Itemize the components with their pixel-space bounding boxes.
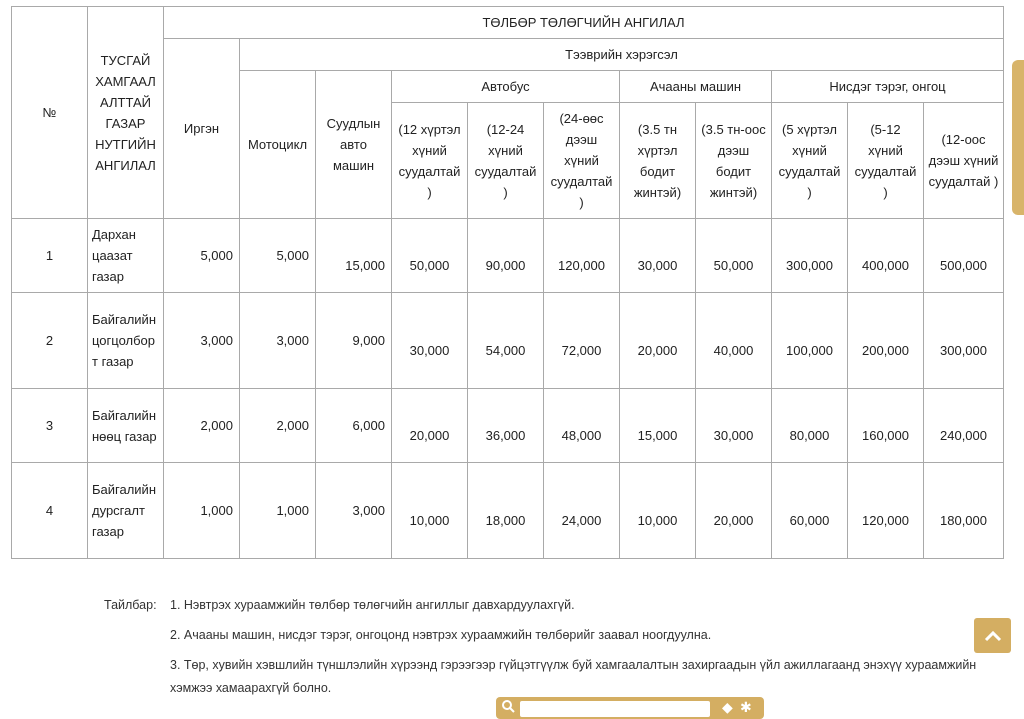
cell-bus-medium: 54,000 [468,293,544,389]
header-truck-heavy: (3.5 тн-оос дээш бодит жинтэй) [696,103,772,219]
row-area: Дархан цаазат газар [88,219,164,293]
header-air-large: (12-оос дээш хүний суудалтай ) [924,103,1004,219]
cell-citizen: 1,000 [164,463,240,559]
cell-air-small: 80,000 [772,389,848,463]
cell-car: 3,000 [316,463,392,559]
table-row [12,293,1004,389]
cell-bus-small: 10,000 [392,463,468,559]
cell-air-medium: 120,000 [848,463,924,559]
header-truck-light: (3.5 тн хүртэл бодит жинтэй) [620,103,696,219]
cell-citizen: 3,000 [164,293,240,389]
cell-truck-heavy: 40,000 [696,293,772,389]
cell-citizen: 5,000 [164,219,240,293]
scrollbar-thumb[interactable] [1012,60,1024,215]
search-icon[interactable] [501,699,515,713]
row-number: 2 [12,293,88,389]
cell-air-large: 500,000 [924,219,1004,293]
cell-truck-heavy: 50,000 [696,219,772,293]
row-number: 1 [12,219,88,293]
cell-bus-small: 20,000 [392,389,468,463]
cell-bus-large: 120,000 [544,219,620,293]
header-truck: Ачааны машин [620,71,772,103]
note-item: 2. Ачааны машин, нисдэг тэрэг, онгоцонд нэвтрэх хураамжийн төлбөрийг заавал ноогдуулна. [170,628,712,642]
header-bus: Автобус [392,71,620,103]
header-fee-category: ТӨЛБӨР ТӨЛӨГЧИЙН АНГИЛАЛ [164,7,1004,39]
cell-motorcycle: 2,000 [240,389,316,463]
cell-air-small: 300,000 [772,219,848,293]
header-citizen: Иргэн [164,39,240,219]
cell-air-large: 300,000 [924,293,1004,389]
header-bus-small: (12 хүртэл хүний суудалтай ) [392,103,468,219]
diamond-icon[interactable]: ◆ [722,699,733,715]
cell-bus-small: 30,000 [392,293,468,389]
header-motorcycle: Мотоцикл [240,71,316,219]
cell-air-large: 240,000 [924,389,1004,463]
table-row [12,219,1004,293]
cell-truck-light: 20,000 [620,293,696,389]
cell-air-large: 180,000 [924,463,1004,559]
cell-motorcycle: 1,000 [240,463,316,559]
cell-car: 9,000 [316,293,392,389]
header-air-medium: (5-12 хүний суудалтай ) [848,103,924,219]
table-row [12,389,1004,463]
cell-air-small: 100,000 [772,293,848,389]
note-item: 3. Төр, хувийн хэвшлийн түншлэлийн хүрээнд гэрээгээр гүйцэтгүүлж буй хамгаалалтын захиргаадын үйл ажиллагаанд энэхүү хураамжийн хэмжээ хамаарахгүй болно. [170,658,977,695]
header-aircraft: Нисдэг тэрэг, онгоц [772,71,1004,103]
table-row [12,463,1004,559]
cell-bus-medium: 90,000 [468,219,544,293]
cell-bus-medium: 36,000 [468,389,544,463]
note-item: 1. Нэвтрэх хураамжийн төлбөр төлөгчийн ангиллыг давхардуулахгүй. [170,598,575,612]
row-area: Байгалийн цогцолборт газар [88,293,164,389]
cell-truck-light: 10,000 [620,463,696,559]
notes-section [104,594,984,707]
cell-bus-large: 24,000 [544,463,620,559]
header-area-category: ТУСГАЙ ХАМГААЛАЛТТАЙ ГАЗАР НУТГИЙН АНГИЛАЛ [88,7,164,219]
cell-truck-heavy: 30,000 [696,389,772,463]
cell-bus-large: 48,000 [544,389,620,463]
cell-truck-light: 15,000 [620,389,696,463]
cell-air-small: 60,000 [772,463,848,559]
cell-car: 6,000 [316,389,392,463]
chevron-up-icon [984,630,1002,642]
header-bus-medium: (12-24 хүний суудалтай ) [468,103,544,219]
cell-truck-light: 30,000 [620,219,696,293]
cell-air-medium: 200,000 [848,293,924,389]
header-vehicle: Тээврийн хэрэгсэл [240,39,1004,71]
cell-bus-medium: 18,000 [468,463,544,559]
cell-bus-large: 72,000 [544,293,620,389]
row-number: 3 [12,389,88,463]
header-bus-large: (24-өөс дээш хүний суудалтай ) [544,103,620,219]
row-number: 4 [12,463,88,559]
cell-truck-heavy: 20,000 [696,463,772,559]
header-air-small: (5 хүртэл хүний суудалтай ) [772,103,848,219]
cell-motorcycle: 3,000 [240,293,316,389]
row-area: Байгалийн дурсгалт газар [88,463,164,559]
header-car: Суудлын авто машин [316,71,392,219]
cell-bus-small: 50,000 [392,219,468,293]
back-to-top-button[interactable] [974,618,1011,653]
row-area: Байгалийн нөөц газар [88,389,164,463]
cell-motorcycle: 5,000 [240,219,316,293]
header-number: № [12,7,88,219]
asterisk-icon[interactable]: ✱ [740,699,752,715]
notes-label: Тайлбар: [104,598,157,612]
cell-citizen: 2,000 [164,389,240,463]
fee-table [11,6,1004,559]
cell-car: 15,000 [316,219,392,293]
cell-air-medium: 400,000 [848,219,924,293]
cell-air-medium: 160,000 [848,389,924,463]
search-toolbar [496,697,764,719]
